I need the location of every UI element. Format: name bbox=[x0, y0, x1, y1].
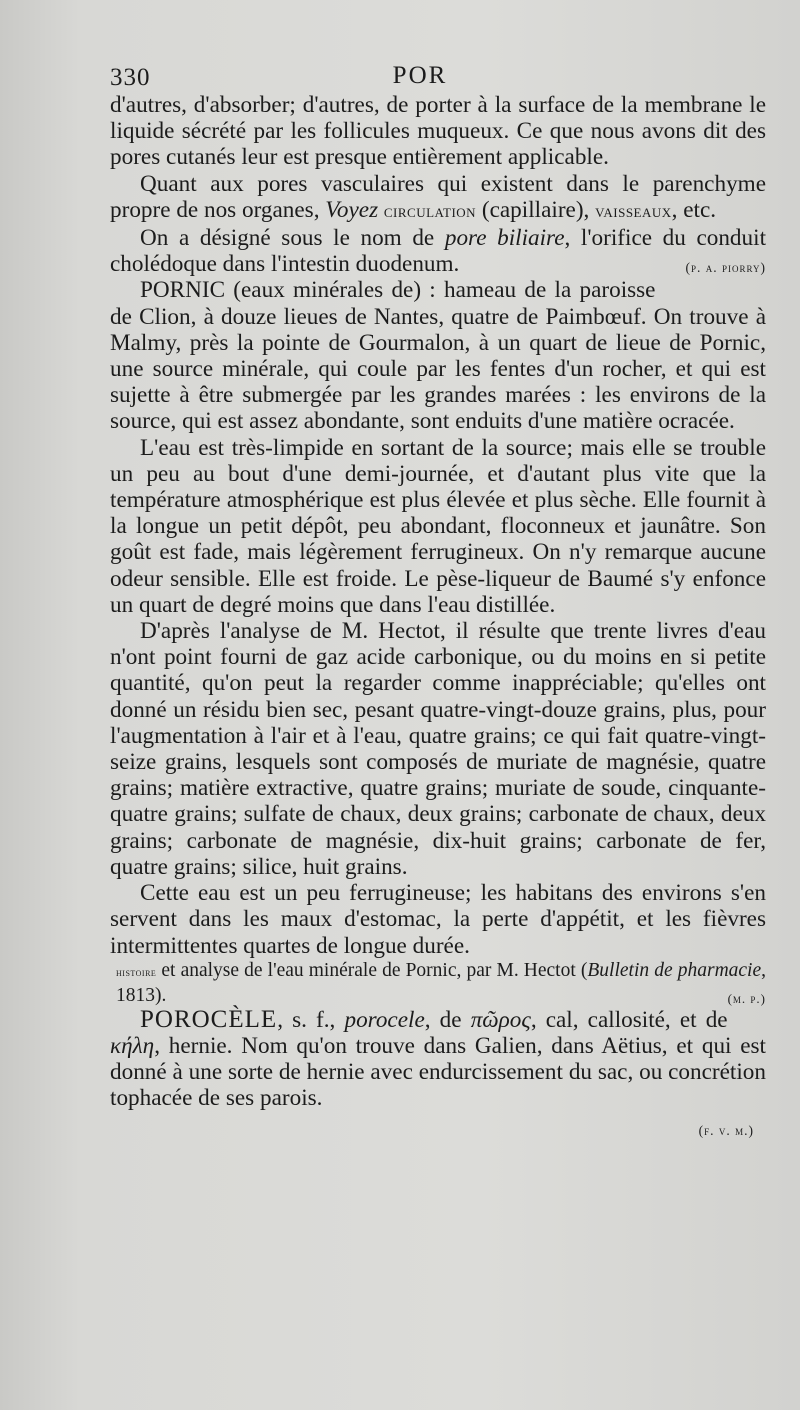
author-signature: (p. a. piorry) bbox=[685, 260, 766, 276]
voyez-ref: Voyez bbox=[325, 196, 379, 223]
paragraph-pores-cutanes: d'autres, d'absorber; d'autres, de porter à la surface de la membrane le liquide sécrété par les follicules muqueux. Ce que nous avons dit des pores cutanés leur est presque entièrement applicable. bbox=[110, 92, 766, 171]
running-title: POR bbox=[392, 62, 448, 89]
entry-signature: (f. v. m.) bbox=[698, 1122, 754, 1138]
paragraph-usage: Cette eau est un peu ferrugineuse; les habitans des environs s'en servent dans les maux d'estomac, la perte d'appétit, et les fièvres intermittentes quartes de longue durée. bbox=[110, 880, 766, 959]
greek-kele: κήλη bbox=[110, 1032, 155, 1059]
paragraph-analyse: D'après l'analyse de M. Hectot, il résulte que trente livres d'eau n'ont point fourni de gaz acide carbonique, ou du moins en si petite quantité, qu'on peut la regarder comme inappréciable; qu'elles ont donné un résidu bien sec, pesant quatre-vingt-douze grains, plus, pour l'augmentation à l'air et à l'eau, quatre grains; ce qui fait quatre-vingt-seize grains, lesquels sont composés de muriate de magnésie, quatre grains; matière extractive, quatre grains; muriate de soude, cinquante-quatre grains; sulfate de chaux, deux grains; carbonate de chaux, deux grains; carbonate de magnésie, dix-huit grains; carbonate de fer, quatre grains; silice, huit grains. bbox=[110, 618, 766, 880]
entry-porocele: POROCÈLE, s. f., porocele, de πῶρος, cal, callosité, et de κήλη, hernie. Nom qu'on trouve dans Galien, dans Aëtius, et qui est donné à une sorte de hernie avec endurcissement du sac, ou concrétion tophacée de ses parois. bbox=[110, 1005, 766, 1112]
headword: POROCÈLE bbox=[140, 1005, 278, 1033]
paragraph-eau-limpide: L'eau est très-limpide en sortant de la source; mais elle se trouble un peu au bout d'une demi-journée, et d'autant plus vite que la température atmosphérique est plus élevée et plus sèche. Elle fournit à la longue un petit dépôt, peu abondant, floconneux et jaunâtre. Son goût est fade, mais légèrement ferrugineux. On n'y remarque aucune odeur sensible. Elle est froide. Le pèse-liqueur de Baumé s'y enfonce un quart de degré moins que dans l'eau distillée. bbox=[110, 434, 766, 618]
greek-poros: πῶρος bbox=[470, 1006, 531, 1033]
bibliography-signature: (m. p.) bbox=[727, 990, 766, 1006]
xref-vaisseaux: vaisseaux bbox=[595, 200, 672, 222]
paragraph-pore-biliaire: On a désigné sous le nom de pore biliaire, l'orifice du conduit cholédoque dans l'intestin duodenum. (p. a. piorry) bbox=[110, 225, 766, 277]
bibliography: histoire et analyse de l'eau minérale de Pornic, par M. Hectot (Bulletin de pharmacie, 1813). (m. p.) bbox=[110, 959, 766, 1007]
paragraph-pornic: PORNIC (eaux minérales de) : hameau de la paroisse de Clion, à douze lieues de Nantes, quatre de Paimbœuf. On trouve à Malmy, près la pointe de Gourmalon, à un quart de lieue de Pornic, une source minérale, qui coule par les fentes d'un rocher, et qui est sujette à être submergée par les grandes marées : les environs de la source, qui est assez abondante, sont enduits d'une matière ocracée. bbox=[110, 277, 766, 435]
page-number: 330 bbox=[110, 64, 151, 91]
page-header bbox=[110, 60, 770, 94]
body-text bbox=[110, 92, 766, 1144]
paragraph-pores-vasculaires: Quant aux pores vasculaires qui existent dans le parenchyme propre de nos organes, Voyez circulation (capillaire), vaisseaux, etc. bbox=[110, 170, 766, 223]
xref-circulation: circulation bbox=[383, 200, 477, 222]
term-pore-biliaire: pore biliaire bbox=[444, 225, 565, 252]
